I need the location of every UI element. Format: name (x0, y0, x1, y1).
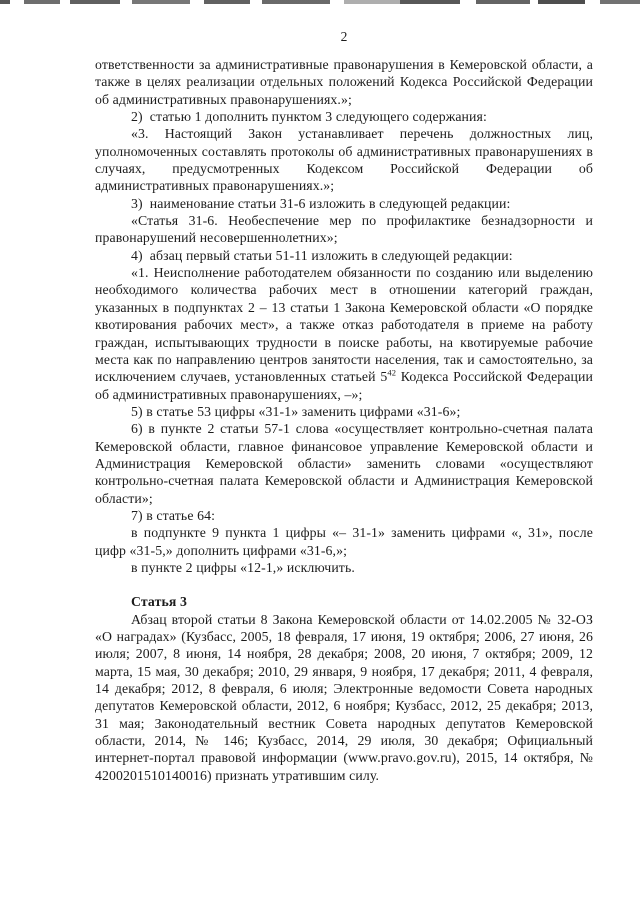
paragraph-item-5: 5) в статье 53 цифры «31-1» заменить цифрами «31-6»; (131, 403, 461, 419)
scan-artifact-line (0, 0, 640, 4)
page-number: 2 (340, 29, 348, 44)
paragraph-item-2: 2) статью 1 дополнить пунктом 3 следующего содержания: (131, 109, 487, 125)
paragraph-item-7-sub-2: в пункте 2 цифры «12-1,» исключить. (131, 559, 355, 575)
paragraph-item-4: 4) абзац первый статьи 51-11 изложить в следующей редакции: (131, 247, 513, 263)
paragraph-quote-article-31-6: «Статья 31-6. Необеспечение мер по профилактике безнадзорности и правонарушений несовершеннолетних»; (95, 213, 593, 246)
paragraph-continuation: ответственности за административные правонарушения в Кемеровской области, а также в целях реализации отдельных положений Кодекса Российской Федерации об административных правонарушениях.»; (95, 57, 593, 107)
paragraph-item-7: 7) в статье 64: (131, 507, 216, 523)
document-body (95, 56, 593, 784)
paragraph-item-6: 6) в пункте 2 статьи 57-1 слова «осуществляет контрольно-счетная палата Кемеровской области, главное финансовое управление Кемеровской области и Администрация Кемеровской области» заменить словами «осуществляют контрольно-счетная палата Кемеровской области и Администрация Кемеровской области»; (95, 421, 593, 506)
paragraph-quote-article-51-11 (95, 264, 593, 403)
paragraph-quote-point-3: «3. Настоящий Закон устанавливает перечень должностных лиц, уполномоченных составлять протоколы об административных правонарушениях в случаях, предусмотренных Кодексом Российской Федерации об административных правонарушениях.»; (95, 126, 593, 194)
paragraph-item-3: 3) наименование статьи 31-6 изложить в следующей редакции: (131, 195, 511, 211)
quote-text-before-superscript: «1. Неисполнение работодателем обязанности по созданию или выделению необходимого количества рабочих мест в отношении категорий граждан, указанных в подпунктах 2 – 13 статьи 1 Закона Кемеровской области «О порядке квотирования рабочих мест», а также отказ работодателя в приеме на работу граждан, испытывающих трудности в поиске работы, на квотируемые рабочие места как по направлению центров занятости населения, так и самостоятельно, за исключением случаев, установленных статьей 5 (95, 265, 593, 385)
quote-text-after-superscript: Кодекса Российской Федерации об административных правонарушениях, –»; (95, 369, 593, 402)
article-3-heading: Статья 3 (131, 594, 187, 610)
paragraph-item-7-sub-1: в подпункте 9 пункта 1 цифры «– 31-1» заменить цифрами «, 31», после цифр «31-5,» дополнить цифрами «31-6,»; (95, 525, 593, 558)
article-number-superscript: 42 (387, 367, 397, 378)
paragraph-article-3-body: Абзац второй статьи 8 Закона Кемеровской области от 14.02.2005 № 32-ОЗ «О наградах» (Кузбасс, 2005, 18 февраля, 17 июня, 19 октября; 2006, 27 июня, 26 июля; 2007, 8 июня, 14 ноября, 28 декабря; 2008, 20 июня, 7 октября; 2009, 12 марта, 15 мая, 30 декабря; 2010, 29 января, 9 ноября, 17 декабря; 2011, 4 февраля, 14 декабря; 2012, 8 февраля, 6 июля; Электронные ведомости Совета народных депутатов Кемеровской области, 2012, 6 ноября; Кузбасс, 2012, 25 декабря; 2013, 31 мая; Законодательный вестник Совета народных депутатов Кемеровской области, 2014, № 146; Кузбасс, 2014, 29 июля, 30 декабря; Официальный интернет-портал правовой информации (www.pravo.gov.ru), 2015, 14 октября, № 4200201510140016) признать утратившим силу. (95, 611, 593, 783)
